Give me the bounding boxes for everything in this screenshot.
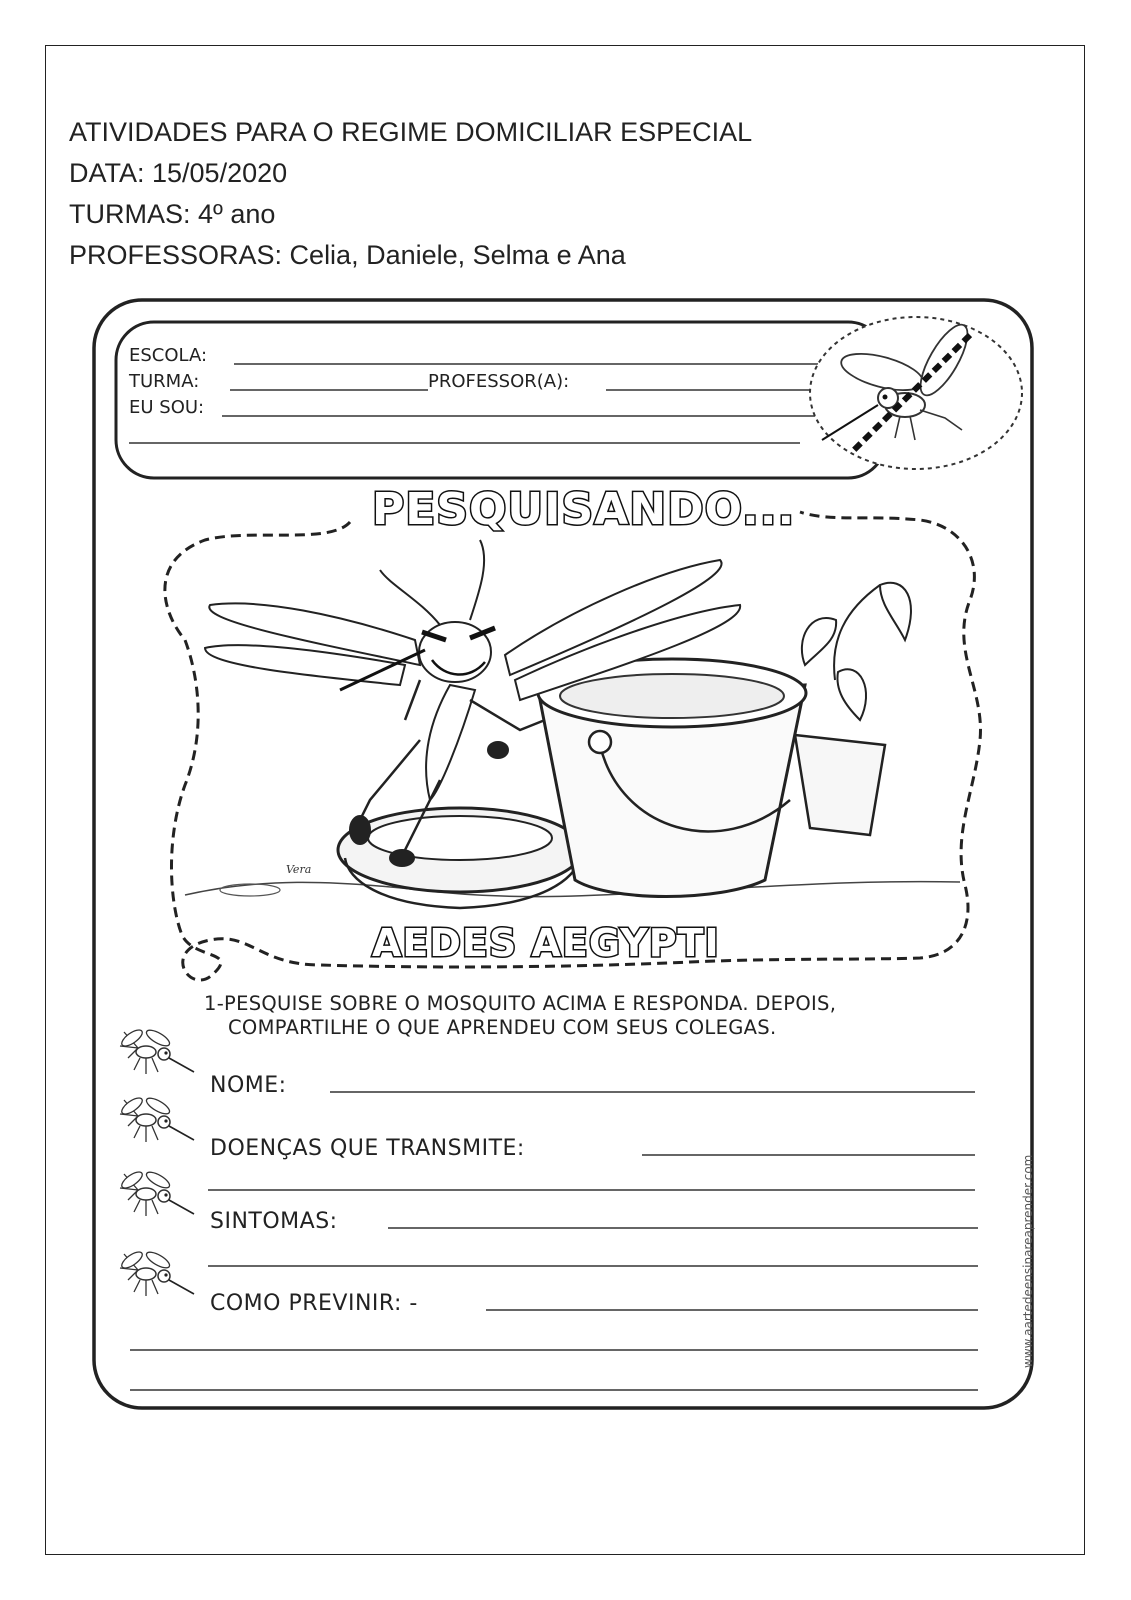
activity-title: ATIVIDADES PARA O REGIME DOMICILIAR ESPECIAL — [69, 117, 753, 147]
instruction-line-2: COMPARTILHE O QUE APRENDEU COM SEUS COLEGAS. — [228, 1016, 777, 1039]
school-label: ESCOLA: — [129, 345, 208, 366]
i-am-label: EU SOU: — [129, 397, 205, 418]
mosquito-icon — [119, 1169, 194, 1216]
research-title: PESQUISANDO... — [372, 484, 796, 535]
teacher-label: PROFESSOR(A): — [428, 371, 570, 392]
teachers-line: PROFESSORAS: Celia, Daniele, Selma e Ana — [69, 240, 626, 270]
date-line: DATA: 15/05/2020 — [69, 158, 288, 188]
class-label: TURMA: — [129, 371, 200, 392]
prevention-field-label: COMO PREVINIR: - — [210, 1291, 418, 1316]
artist-signature: Vera — [286, 863, 312, 876]
mosquito-illustration — [185, 540, 960, 908]
mosquito-icon — [119, 1249, 194, 1296]
instruction-line-1: 1-PESQUISE SOBRE O MOSQUITO ACIMA E RESPONDA. DEPOIS, — [204, 992, 837, 1015]
form-box — [116, 322, 886, 478]
mosquito-icon — [119, 1027, 194, 1074]
mosquito-caption: AEDES AEGYPTI — [372, 921, 720, 965]
diseases-field-label: DOENÇAS QUE TRANSMITE: — [210, 1136, 525, 1161]
name-field-label: NOME: — [210, 1073, 287, 1098]
website-credit: www.aartedeensinareaprender.com — [1021, 1154, 1035, 1368]
classes-line: TURMAS: 4º ano — [69, 199, 276, 229]
symptoms-field-label: SINTOMAS: — [210, 1209, 338, 1234]
no-mosquito-icon — [810, 317, 1022, 469]
mosquito-icon — [119, 1095, 194, 1142]
